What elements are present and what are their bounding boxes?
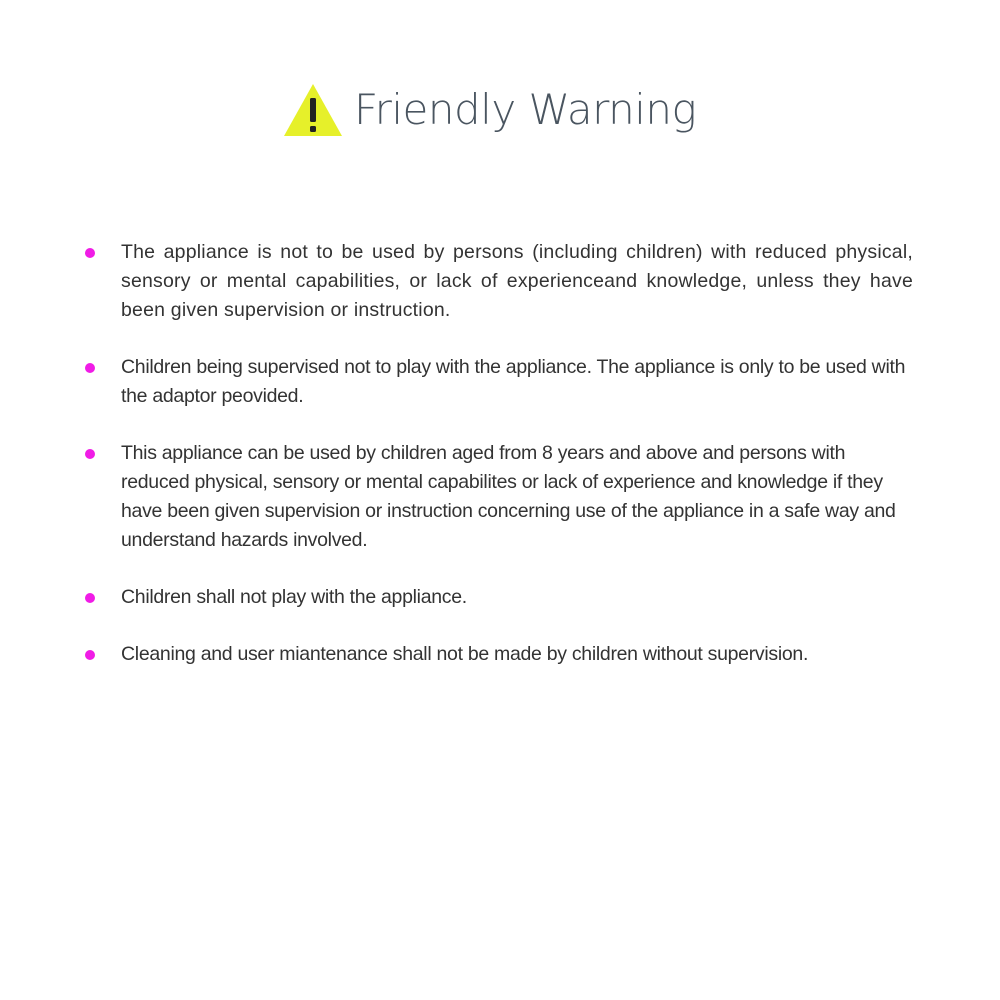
list-item-text: Children shall not play with the appliance. xyxy=(121,586,467,608)
list-item xyxy=(83,353,913,411)
bullet-dot-icon xyxy=(85,449,95,459)
list-item-text: Cleaning and user miantenance shall not be made by children without supervision. xyxy=(121,643,809,665)
list-item xyxy=(83,640,913,669)
warning-triangle-icon xyxy=(282,82,344,138)
bullet-dot-icon xyxy=(85,363,95,373)
list-item-text: The appliance is not to be used by persons (including children) with reduced physical, sensory or mental capabilities, or lack of experienceand knowledge, unless they have been given supervision or instruction. xyxy=(121,241,913,321)
warning-list xyxy=(83,238,913,697)
page-title: Friendly Warning xyxy=(354,85,697,134)
list-item xyxy=(83,583,913,612)
page-header xyxy=(282,78,696,142)
list-item xyxy=(83,238,913,325)
bullet-dot-icon xyxy=(85,650,95,660)
list-item-text: This appliance can be used by children aged from 8 years and above and persons with reduced physical, sensory or mental capabilites or lack of experience and knowledge if they have been given supervision or instruction concerning use of the appliance in a safe way and understand hazards involved. xyxy=(121,442,896,551)
list-item-text: Children being supervised not to play with the appliance. The appliance is only to be used with the adaptor peovided. xyxy=(121,356,906,407)
bullet-dot-icon xyxy=(85,593,95,603)
bullet-dot-icon xyxy=(85,248,95,258)
list-item xyxy=(83,439,913,555)
